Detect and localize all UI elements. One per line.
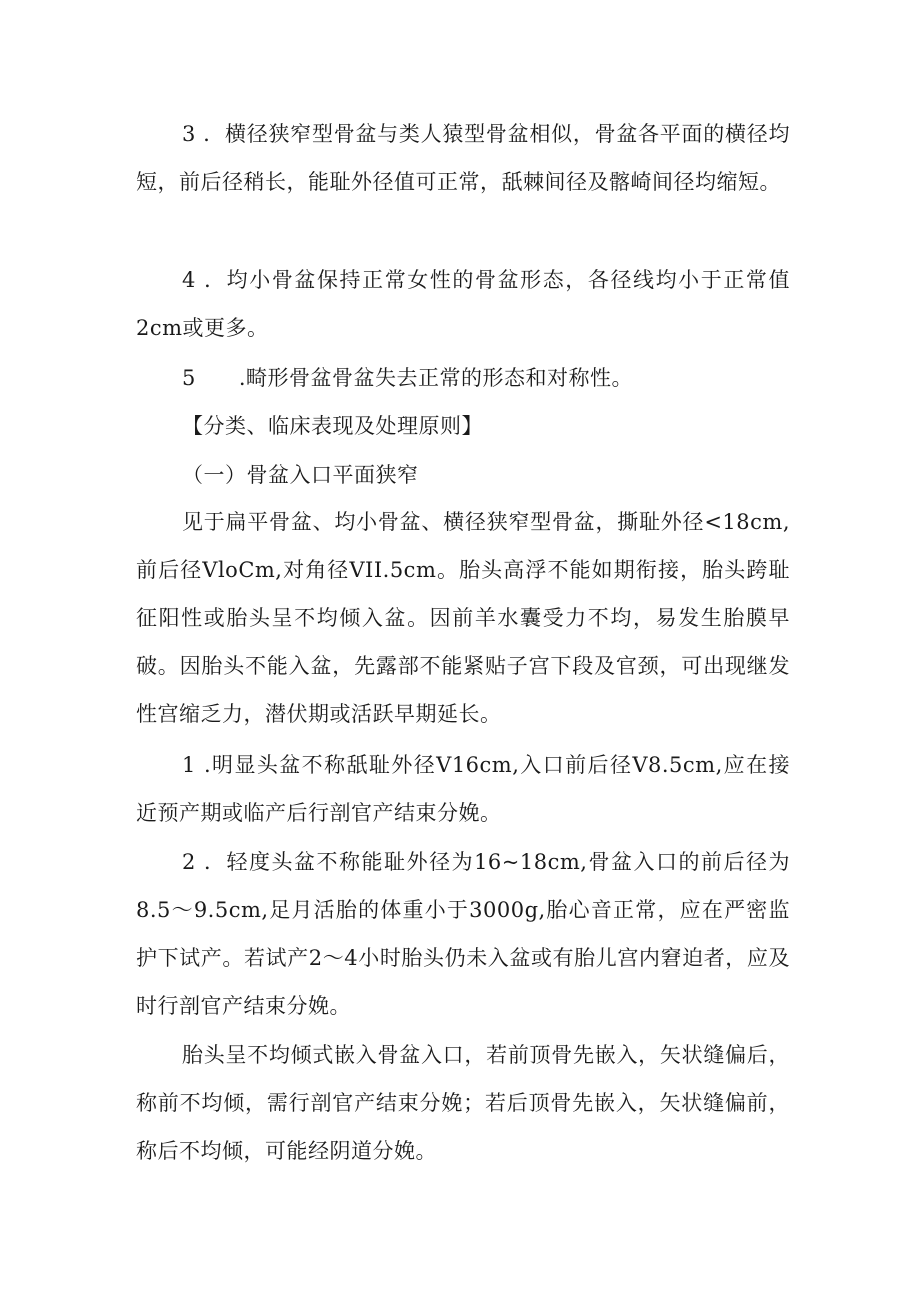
paragraph-item-4: 4 ．均小骨盆保持正常女性的骨盆形态，各径线均小于正常值2cm或更多。 [136,268,790,340]
paragraph-item-2: 2 ．轻度头盆不称能耻外径为16~18cm,骨盆入口的前后径为8.5～9.5cm,足月活胎的体重小于3000g,胎心音正常，应在严密监护下试产。若试产2～4小时胎头仍未入盆或有胎儿宫内窘迫者，应及时行剖官产结束分娩。 [136,850,790,1018]
section-heading: 【分类、临床表现及处理原则】 [182,414,483,438]
subsection-heading: （一）骨盆入口平面狭窄 [182,463,419,487]
paragraph-item-3: 3 ．横径狭窄型骨盆与类人猿型骨盆相似，骨盆各平面的横径均短，前后径稍长，能耻外径值可正常，舐棘间径及髂崎间径均缩短。 [136,122,790,194]
paragraph-asynclitism: 胎头呈不均倾式嵌入骨盆入口，若前顶骨先嵌入，矢状缝偏后，称前不均倾，需行剖官产结束分娩；若后顶骨先嵌入，矢状缝偏前，称后不均倾，可能经阴道分娩。 [136,1043,790,1163]
paragraph-inlet-description: 见于扁平骨盆、均小骨盆、横径狭窄型骨盆，撕耻外径<18cm,前后径VloCm,对角径VII.5cm。胎头高浮不能如期衔接，胎头跨耻征阳性或胎头呈不均倾入盆。因前羊水囊受力不均，易发生胎膜早破。因胎头不能入盆，先露部不能紧贴子宫下段及官颈，可出现继发性宫缩乏力，潜伏期或活跃早期延长。 [136,510,790,726]
paragraph-item-5: 5 .畸形骨盆骨盆失去正常的形态和对称性。 [182,366,634,390]
paragraph-item-1: 1 .明显头盆不称舐耻外径V16cm,入口前后径V8.5cm,应在接近预产期或临产后行剖官产结束分娩。 [136,753,790,825]
